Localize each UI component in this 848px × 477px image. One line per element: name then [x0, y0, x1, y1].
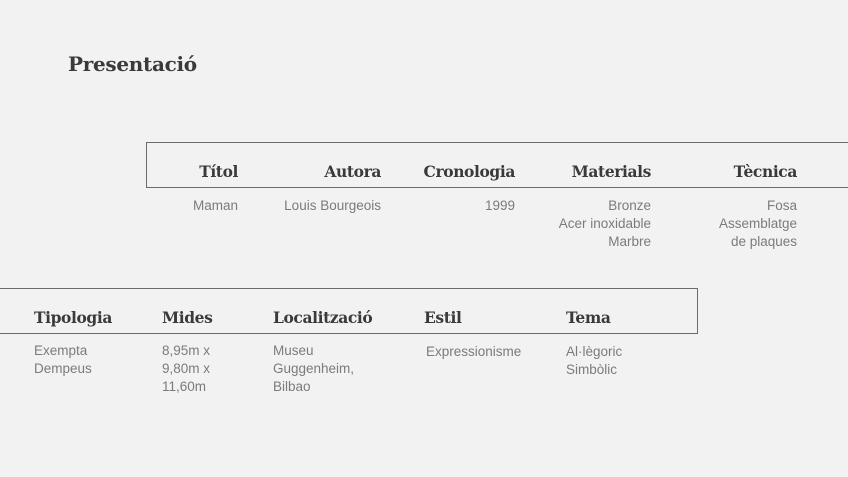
table2-value-localitzacio: Museu Guggenheim, Bilbao [273, 343, 355, 394]
table2-value-tema: Al·lègoric Simbòlic [566, 344, 623, 377]
table1-value-tecnica: Fosa Assemblatge de plaques [718, 198, 797, 249]
table2-header-tema: Tema [566, 308, 611, 327]
table1-header-titol: Títol [199, 162, 238, 181]
table1-header-materials: Materials [571, 162, 651, 181]
table2-header-estil: Estil [424, 308, 462, 327]
table1-header-tecnica: Tècnica [733, 162, 797, 181]
table2-value-tipologia: Exempta Dempeus [34, 343, 92, 376]
table1-value-cronologia: 1999 [484, 198, 515, 213]
table2-header-tipologia: Tipologia [34, 308, 112, 327]
table2-header-mides: Mides [162, 308, 213, 327]
table1-value-titol: Maman [192, 198, 238, 213]
table1-header-cronologia: Cronologia [423, 162, 515, 181]
table1-header-autora: Autora [324, 162, 381, 181]
table1-value-materials: Bronze Acer inoxidable Marbre [558, 198, 651, 249]
table2-value-mides: 8,95m x 9,80m x 11,60m [162, 343, 211, 394]
page-title: Presentació [68, 52, 197, 76]
table2-header-localitzacio: Localització [273, 308, 373, 327]
table1-value-autora: Louis Bourgeois [284, 198, 381, 213]
table2-value-estil: Expressionisme [426, 344, 522, 359]
